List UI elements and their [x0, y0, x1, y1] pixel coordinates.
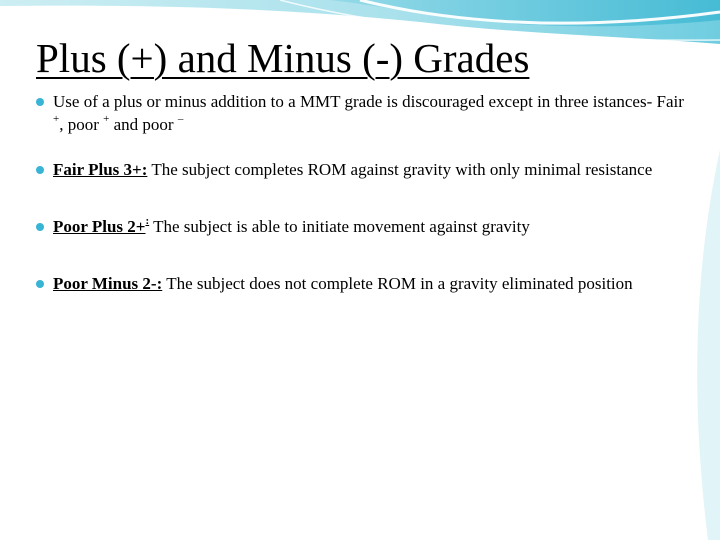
bullet-dot-icon	[36, 98, 44, 106]
bullet-poor-plus	[36, 215, 696, 238]
poor-plus-term-colon: :	[145, 215, 150, 228]
bullet-dot-icon	[36, 280, 44, 288]
fair-plus-sup: +	[53, 113, 60, 126]
poor-plus-description: The subject is able to initiate movement against gravity	[149, 217, 530, 236]
poor-minus-term: Poor Minus 2-:	[53, 274, 163, 293]
bullet-list	[36, 90, 696, 295]
fair-plus-term: Fair Plus 3+:	[53, 160, 148, 179]
bullet-usage-note	[36, 90, 696, 136]
poor-minus-sup: –	[177, 113, 184, 126]
poor-plus-term: Poor Plus 2+	[53, 217, 146, 236]
slide-title: Plus (+) and Minus (-) Grades	[36, 35, 530, 81]
usage-text-1: Use of a plus or minus addition to a MMT grade is discouraged except in three istances- Fair	[53, 92, 684, 111]
bullet-dot-icon	[36, 223, 44, 231]
fair-plus-description: The subject completes ROM against gravity with only minimal resistance	[147, 160, 653, 179]
usage-text-3: and poor	[109, 115, 178, 134]
poor-minus-description: The subject does not complete ROM in a gravity eliminated position	[162, 274, 633, 293]
usage-text-2: , poor	[59, 115, 104, 134]
poor-plus-sup: +	[103, 113, 110, 126]
bullet-poor-minus	[36, 272, 696, 295]
bullet-fair-plus	[36, 158, 696, 181]
side-wave-right	[697, 150, 720, 540]
bullet-dot-icon	[36, 166, 44, 174]
